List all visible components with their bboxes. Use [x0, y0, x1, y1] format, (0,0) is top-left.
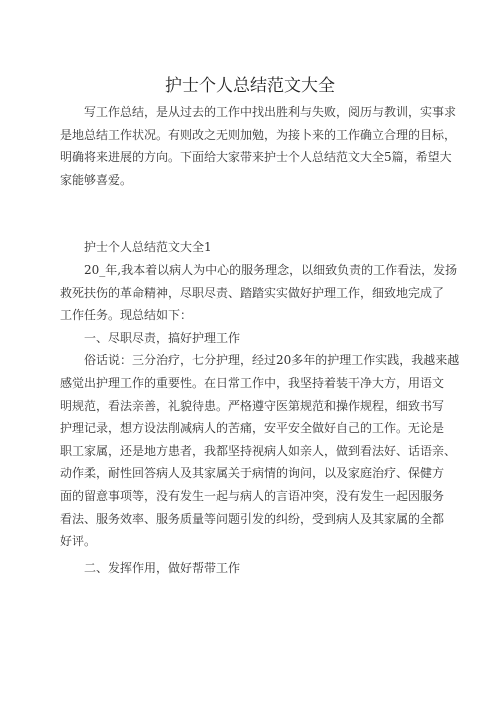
intro-line: 明确将来进展的方向。下面给大家带来护士个人总结范文大全5篇，希望大	[60, 150, 452, 165]
paragraph-line: 感觉出护理工作的重要性。在日常工作中，我坚持着装干净大方，用语文	[60, 375, 445, 390]
paragraph-line: 明规范，看法亲善，礼貌待患。严格遵守医第规范和操作规程，细致书写	[60, 398, 445, 413]
paragraph-line: 救死扶伤的革命精神，尽职尽责、踏踏实实做好护理工作，细致地完成了	[60, 285, 445, 300]
paragraph-line: 好评。	[60, 534, 97, 549]
intro-line: 是地总结工作状况。有则改之无则加勉，为接卜来的工作确立合理的目标，	[60, 127, 457, 142]
intro-line: 家能够喜爱。	[60, 172, 133, 187]
paragraph-line: 职工家属，还是地方患者，我都坚持视病人如亲人，做到看法好、话语亲、	[60, 443, 457, 458]
heading-two: 二、发挥作用，做好帮带工作	[84, 560, 241, 575]
paragraph-line: 面的留意事项等，没有发生一起与病人的言语冲突，没有发生一起因服务	[60, 488, 445, 503]
paragraph-line: 20_年,我本着以病人为中心的服务理念，以细致负责的工作看法，发扬	[84, 262, 458, 277]
document-body	[60, 101, 460, 579]
section-title: 护士个人总结范文大全1	[84, 240, 212, 255]
paragraph-line: 俗话说：三分治疗，七分护理，经过20多年的护理工作实践，我越来越	[84, 353, 460, 368]
paragraph-line: 工作任务。现总结如下：	[60, 308, 193, 323]
paragraph-line: 护理记录，想方设法削减病人的苦痛，安平安全做好自己的工作。无论是	[60, 421, 445, 436]
paragraph-line: 动作柔，耐性回答病人及其家属关于病情的询问，以及家庭治疗、保健方	[60, 466, 445, 481]
document-title: 护士个人总结范文大全	[165, 76, 335, 96]
heading-one: 一、尽职尽责，搞好护理工作	[84, 330, 241, 345]
spacer	[60, 191, 440, 236]
intro-line: 写工作总结，是从过去的工作中找出胜利与失败，阅历与教训，实事求	[84, 105, 457, 119]
paragraph-line: 看法、服务效率、服务质量等问题引发的纠纷，受到病人及其家属的全都	[60, 511, 445, 526]
